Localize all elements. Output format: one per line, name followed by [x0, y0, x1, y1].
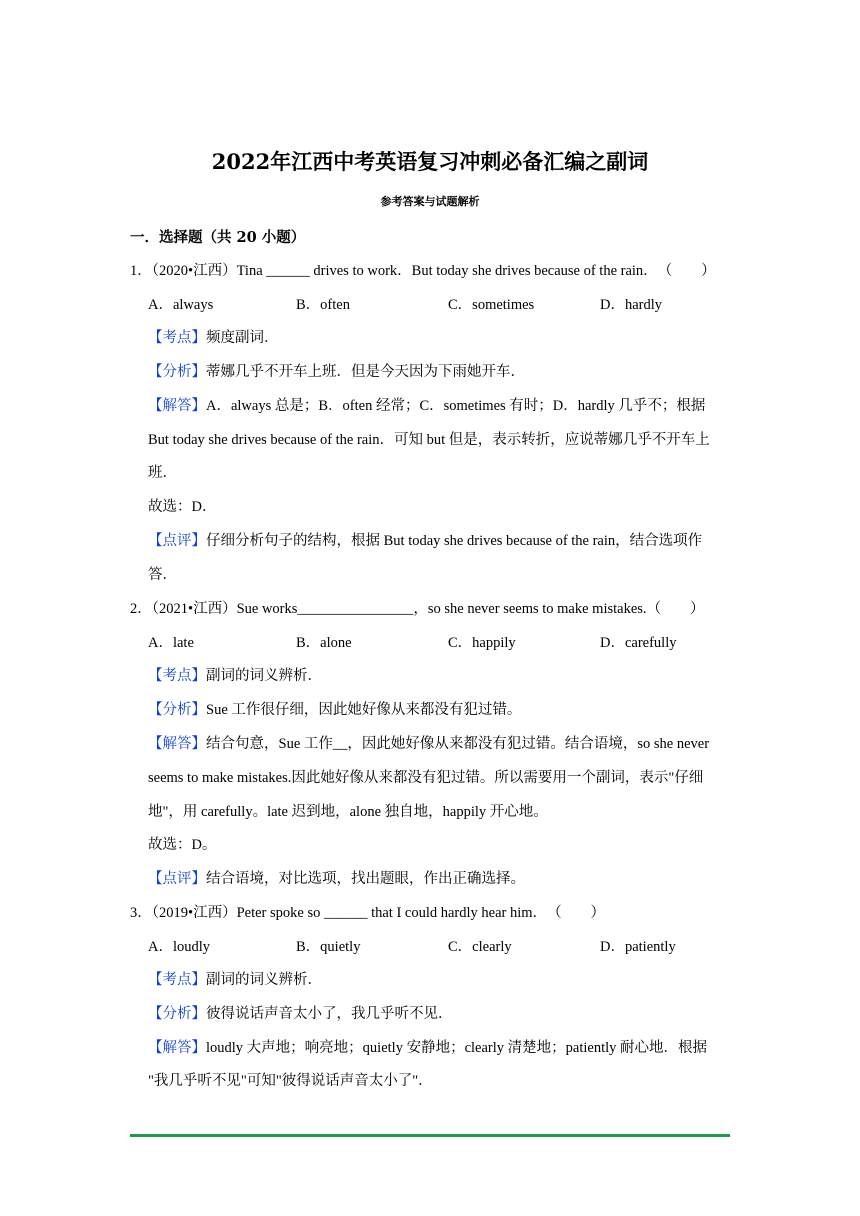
- fenxi-tag: 【分析】: [148, 1006, 206, 1022]
- option-d: D．carefully: [600, 635, 677, 651]
- dianping-text: 仔细分析句子的结构，根据 But today she drives because of the rain，结合选项作: [206, 533, 703, 549]
- jieda-line-3: 班．: [148, 465, 177, 481]
- option-c: C．sometimes: [448, 297, 535, 313]
- kaodian-text: 副词的词义辨析．: [206, 668, 322, 684]
- jieda-line-2: But today she drives because of the rain．可知 but 但是，表示转折，应说蒂娜几乎不开车上: [148, 432, 710, 448]
- question-3-text: 3．（2019•江西）Peter spoke so ______ that I could hardly hear him．: [130, 905, 548, 921]
- fenxi-text: 蒂娜几乎不开车上班．但是今天因为下雨她开车．: [206, 364, 525, 380]
- kaodian-line: [148, 664, 322, 685]
- dianping-line-2: 答．: [148, 567, 177, 583]
- option-d: D．hardly: [600, 297, 663, 313]
- answer-paren: （ ）: [547, 905, 606, 921]
- question-3-stem: [130, 901, 605, 922]
- question-2-text: 2．（2021•江西）Sue works________________，so she never seems to make mistakes.: [130, 601, 647, 617]
- dianping-text: 结合语境，对比选项，找出题眼，作出正确选择。: [206, 871, 525, 887]
- jieda-text: 结合句意，Sue 工作__，因此她好像从来都没有犯过错。结合语境，so she never: [206, 736, 710, 752]
- footer-divider: [130, 1134, 730, 1137]
- jieda-line: [148, 732, 709, 753]
- document-title: 2022年江西中考英语复习冲刺必备汇编之副词: [211, 149, 649, 174]
- option-b: B．alone: [296, 635, 352, 651]
- dianping-line: [148, 867, 525, 888]
- jieda-tag: 【解答】: [148, 1040, 206, 1056]
- fenxi-text: Sue 工作很仔细，因此她好像从来都没有犯过错。: [206, 702, 522, 718]
- option-c: C．clearly: [448, 939, 512, 955]
- fenxi-line: [148, 360, 525, 381]
- kaodian-line: [148, 968, 322, 989]
- fenxi-tag: 【分析】: [148, 364, 206, 380]
- section-heading: 一．选择题（共 20 小题）: [130, 229, 306, 246]
- option-a: A．always: [148, 297, 214, 313]
- kaodian-tag: 【考点】: [148, 668, 206, 684]
- option-a: A．loudly: [148, 939, 211, 955]
- kaodian-tag: 【考点】: [148, 330, 206, 346]
- dianping-tag: 【点评】: [148, 533, 206, 549]
- answer-line: 故选：D。: [148, 837, 217, 853]
- kaodian-text: 频度副词．: [206, 330, 279, 346]
- option-a: A．late: [148, 635, 194, 651]
- kaodian-text: 副词的词义辨析．: [206, 972, 322, 988]
- question-2-stem: [130, 597, 705, 618]
- document-subtitle: 参考答案与试题解析: [380, 195, 480, 208]
- jieda-tag: 【解答】: [148, 398, 206, 414]
- fenxi-tag: 【分析】: [148, 702, 206, 718]
- answer-paren: （ ）: [657, 263, 716, 279]
- jieda-line: [148, 1036, 707, 1057]
- question-1-stem: [130, 259, 716, 280]
- fenxi-text: 彼得说话声音太小了，我几乎听不见．: [206, 1006, 453, 1022]
- dianping-tag: 【点评】: [148, 871, 206, 887]
- question-1-text: 1．（2020•江西）Tina ______ drives to work．But today she drives because of the rain．: [130, 263, 658, 279]
- option-b: B．quietly: [296, 939, 361, 955]
- jieda-line: [148, 394, 705, 415]
- jieda-text: loudly 大声地；响亮地；quietly 安静地；clearly 清楚地；patiently 耐心地．根据: [206, 1040, 708, 1056]
- dianping-line: [148, 529, 702, 550]
- answer-line: 故选：D．: [148, 499, 217, 515]
- jieda-line-3: 地"，用 carefully。late 迟到地，alone 独自地，happily 开心地。: [148, 804, 548, 820]
- option-c: C．happily: [448, 635, 516, 651]
- option-d: D．patiently: [600, 939, 676, 955]
- kaodian-tag: 【考点】: [148, 972, 206, 988]
- jieda-line-2: "我几乎听不见"可知"彼得说话声音太小了"．: [148, 1073, 433, 1089]
- jieda-tag: 【解答】: [148, 736, 206, 752]
- answer-paren: （ ）: [646, 601, 705, 617]
- option-b: B．often: [296, 297, 350, 313]
- jieda-text: A．always 总是；B．often 经常；C．sometimes 有时；D．hardly 几乎不；根据: [206, 398, 706, 414]
- jieda-line-2: seems to make mistakes.因此她好像从来都没有犯过错。所以需要用一个副词，表示"仔细: [148, 770, 704, 786]
- fenxi-line: [148, 698, 521, 719]
- fenxi-line: [148, 1002, 453, 1023]
- kaodian-line: [148, 326, 279, 347]
